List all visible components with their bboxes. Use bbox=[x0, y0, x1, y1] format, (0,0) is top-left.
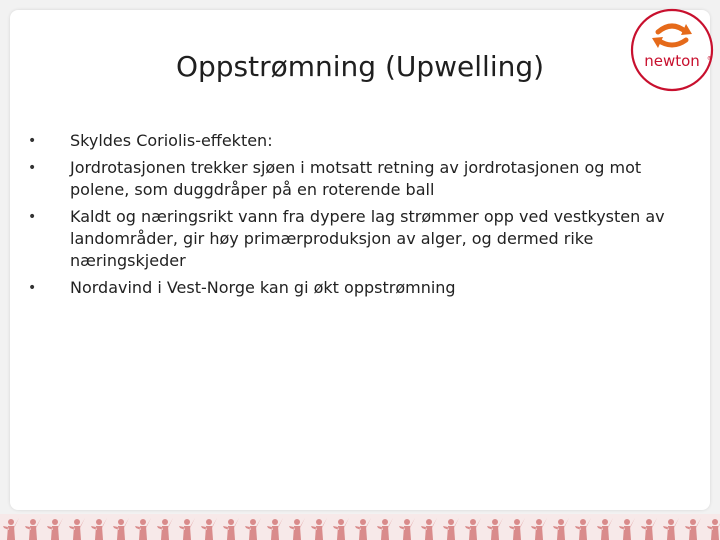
person-silhouette bbox=[619, 518, 635, 540]
person-silhouette bbox=[157, 518, 173, 540]
footer-decoration bbox=[0, 514, 720, 540]
person-silhouette bbox=[685, 518, 701, 540]
bullet-marker: • bbox=[28, 209, 37, 225]
person-silhouette bbox=[531, 518, 547, 540]
person-silhouette bbox=[553, 518, 569, 540]
people-silhouettes-icon bbox=[0, 514, 720, 540]
svg-text:®: ® bbox=[707, 56, 712, 62]
person-silhouette bbox=[47, 518, 63, 540]
person-silhouette bbox=[487, 518, 503, 540]
person-silhouette bbox=[575, 518, 591, 540]
person-silhouette bbox=[377, 518, 393, 540]
bullet-text: Kaldt og næringsrikt vann fra dypere lag strømmer opp ved vestkysten av landområder, gir høy primærproduksjon av alger, og dermed rike næringskjeder bbox=[70, 207, 665, 270]
person-silhouette bbox=[597, 518, 613, 540]
bullet-item bbox=[28, 157, 678, 201]
bullet-text: Jordrotasjonen trekker sjøen i motsatt retning av jordrotasjonen og mot polene, som duggdråper på en roterende ball bbox=[70, 158, 642, 199]
person-silhouette bbox=[113, 518, 129, 540]
person-silhouette bbox=[223, 518, 239, 540]
bullet-text: Nordavind i Vest-Norge kan gi økt oppstrømning bbox=[70, 278, 456, 297]
bullet-item bbox=[28, 130, 678, 152]
person-silhouette bbox=[399, 518, 415, 540]
person-silhouette bbox=[91, 518, 107, 540]
bullet-item bbox=[28, 277, 678, 299]
person-silhouette bbox=[3, 518, 19, 540]
bullet-marker: • bbox=[28, 160, 37, 176]
person-silhouette bbox=[289, 518, 305, 540]
person-silhouette bbox=[179, 518, 195, 540]
person-silhouette bbox=[707, 518, 720, 540]
person-silhouette bbox=[663, 518, 679, 540]
person-silhouette bbox=[355, 518, 371, 540]
bullet-marker: • bbox=[28, 133, 37, 149]
person-silhouette bbox=[135, 518, 151, 540]
person-silhouette bbox=[641, 518, 657, 540]
person-silhouette bbox=[509, 518, 525, 540]
person-silhouette bbox=[25, 518, 41, 540]
person-silhouette bbox=[267, 518, 283, 540]
person-silhouette bbox=[443, 518, 459, 540]
person-silhouette bbox=[421, 518, 437, 540]
person-silhouette bbox=[69, 518, 85, 540]
bullet-item bbox=[28, 206, 678, 272]
person-silhouette bbox=[245, 518, 261, 540]
bullet-text: Skyldes Coriolis-effekten: bbox=[70, 131, 273, 150]
person-silhouette bbox=[333, 518, 349, 540]
bullet-list bbox=[28, 130, 678, 304]
person-silhouette bbox=[311, 518, 327, 540]
bullet-marker: • bbox=[28, 280, 37, 296]
person-silhouette bbox=[465, 518, 481, 540]
logo-wordmark: newton bbox=[644, 52, 700, 70]
person-silhouette bbox=[201, 518, 217, 540]
slide-title: Oppstrømning (Upwelling) bbox=[175, 50, 545, 83]
